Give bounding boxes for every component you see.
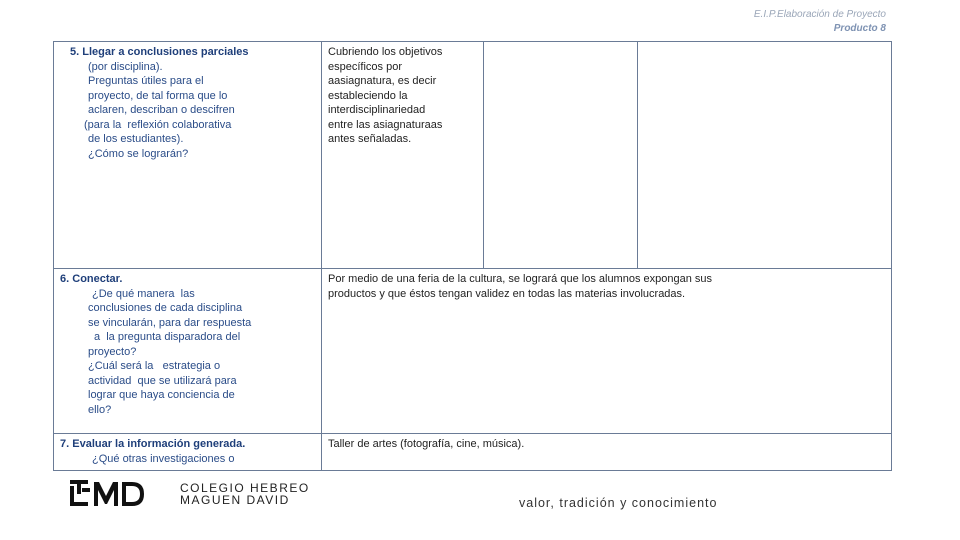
step-line: ¿Cómo se lograrán? [88,147,189,160]
step-line: proyecto? [88,345,137,358]
table-row [54,434,892,471]
step-title: Conectar. [72,273,123,285]
table-row [54,42,892,269]
step-line: (para la reflexión colaborativa [84,118,232,131]
step-line: ¿De qué manera las [92,287,195,300]
school-name [180,482,310,506]
school-logo [68,480,158,508]
step-line: ello? [88,403,112,416]
step-cell [54,42,322,269]
school-motto: valor, tradición y conocimiento [519,496,718,510]
step-cell [54,269,322,434]
content-line: estableciendo la [328,89,408,102]
step-title: Llegar a conclusiones parciales [82,46,249,58]
school-logo-icon [68,480,158,508]
step-line: a la pregunta disparadora del [94,331,241,343]
content-cell [322,434,892,471]
content-line: Taller de artes (fotografía, cine, música). [328,438,525,450]
content-cell [322,269,892,434]
header-project-title: E.I.P.Elaboración de Proyecto [753,9,886,20]
content-line: productos y que éstos tengan validez en todas las materias involucradas. [328,287,686,300]
step-line: actividad que se utilizará para [88,374,237,387]
step-number: 6. [60,273,70,285]
step-line: se vincularán, para dar respuesta [88,316,252,329]
step-title: Evaluar la información generada. [72,438,246,450]
step-line: ¿Qué otras investigaciones o [92,452,235,465]
step-line: Preguntas útiles para el [88,75,204,87]
step-number: 7. [60,438,70,450]
project-table [53,41,892,471]
table-row [54,269,892,434]
school-name-line: COLEGIO HEBREO [180,481,310,495]
content-line: Cubriendo los objetivos [328,46,443,58]
step-line: (por disciplina). [88,60,163,73]
step-line: aclaren, describan o descifren [88,104,235,116]
content-cell [322,42,484,269]
school-name-line: MAGUEN DAVID [180,493,290,507]
step-line: de los estudiantes). [88,133,184,145]
empty-cell [484,42,638,269]
content-line: aasiagnatura, es decir [328,75,437,87]
content-line: específicos por [328,60,402,73]
content-line: Por medio de una feria de la cultura, se logrará que los alumnos expongan sus [328,273,713,285]
header-product-label: Producto 8 [833,23,886,34]
step-cell [54,434,322,471]
step-line: ¿Cuál será la estrategia o [88,360,221,372]
step-line: conclusiones de cada disciplina [88,302,243,314]
content-line: entre las asiagnaturaas [328,118,443,131]
step-number: 5. [70,46,80,58]
step-line: proyecto, de tal forma que lo [88,89,228,102]
empty-cell [638,42,892,269]
content-line: interdisciplinariedad [328,104,426,116]
content-line: antes señaladas. [328,133,412,145]
step-line: lograr que haya conciencia de [88,389,235,401]
